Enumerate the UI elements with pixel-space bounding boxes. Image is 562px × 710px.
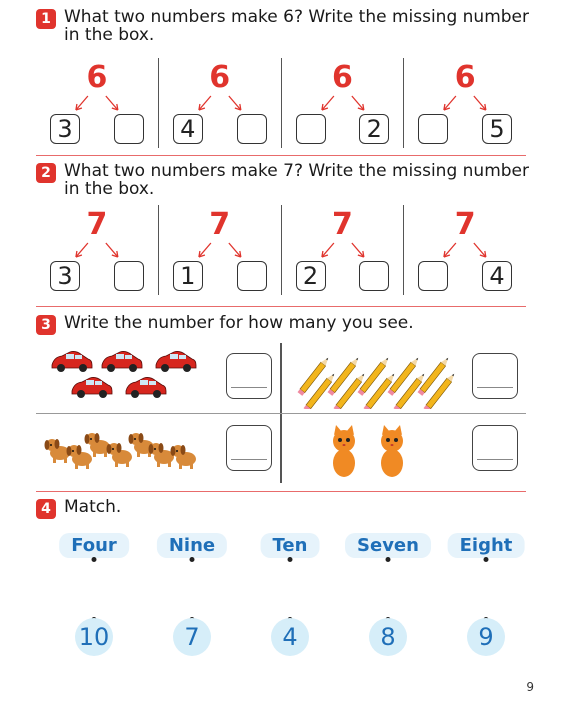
number-bond	[403, 58, 526, 148]
section-1-instruction: What two numbers make 6? Write the missing number in the box.	[64, 7, 530, 45]
match-word: Nine	[157, 533, 227, 558]
match-number: 8	[369, 618, 407, 656]
number-bond	[158, 58, 281, 148]
bond-part-number: 2	[359, 114, 389, 144]
section-1-badge: 1	[36, 9, 56, 29]
section-1-number-bonds	[36, 58, 526, 148]
bond-whole-number: 7	[331, 207, 353, 242]
section-3-instruction: Write the number for how many you see.	[64, 313, 414, 333]
cat-icon	[381, 425, 403, 477]
missing-number-box[interactable]	[114, 261, 144, 291]
count-cell-pencils	[282, 343, 526, 413]
cats-picture	[290, 421, 465, 481]
number-bond	[36, 205, 158, 295]
section-2-header	[36, 162, 534, 198]
match-word: Seven	[345, 533, 431, 558]
missing-number-box[interactable]	[418, 261, 448, 291]
count-cell-cats	[282, 415, 526, 485]
counting-grid	[36, 343, 526, 483]
bond-whole-number: 6	[209, 60, 231, 95]
page-number: 9	[526, 680, 534, 694]
match-dot-word[interactable]	[386, 557, 391, 562]
bond-part-number: 2	[296, 261, 326, 291]
puppy-icon	[85, 433, 111, 457]
section-1-divider	[36, 155, 526, 156]
match-word: Four	[59, 533, 129, 558]
section-4-header	[36, 498, 534, 519]
bond-whole-number: 6	[454, 60, 476, 95]
match-dot-word[interactable]	[190, 557, 195, 562]
bond-part-number: 4	[482, 261, 512, 291]
section-3-header	[36, 314, 534, 335]
bond-part-number: 5	[482, 114, 512, 144]
match-dot-word[interactable]	[288, 557, 293, 562]
section-2-divider	[36, 306, 526, 307]
bond-whole-number: 7	[454, 207, 476, 242]
car-icon	[52, 351, 92, 372]
match-number: 7	[173, 618, 211, 656]
section-3-badge: 3	[36, 315, 56, 335]
number-bond	[403, 205, 526, 295]
puppy-icon	[171, 445, 197, 469]
puppy-icon	[107, 443, 133, 467]
puppy-icon	[67, 445, 93, 469]
section-2-badge: 2	[36, 163, 56, 183]
match-dot-word[interactable]	[484, 557, 489, 562]
puppy-icon	[149, 443, 175, 467]
answer-box-cars[interactable]	[226, 353, 272, 399]
car-icon	[102, 351, 142, 372]
car-icon	[126, 377, 166, 398]
match-number: 4	[271, 618, 309, 656]
puppies-picture	[44, 421, 219, 481]
puppy-icon	[45, 439, 71, 463]
bond-part-number: 1	[173, 261, 203, 291]
bond-whole-number: 7	[86, 207, 108, 242]
number-bond	[36, 58, 158, 148]
number-bond	[158, 205, 281, 295]
count-cell-puppies	[36, 415, 280, 485]
section-4-instruction: Match.	[64, 497, 122, 517]
missing-number-box[interactable]	[418, 114, 448, 144]
missing-number-box[interactable]	[114, 114, 144, 144]
cat-icon	[333, 425, 355, 477]
answer-box-pencils[interactable]	[472, 353, 518, 399]
section-2-instruction: What two numbers make 7? Write the missing number in the box.	[64, 161, 530, 199]
bond-whole-number: 6	[86, 60, 108, 95]
grid-divider-horizontal	[36, 413, 526, 414]
answer-box-puppies[interactable]	[226, 425, 272, 471]
car-icon	[156, 351, 196, 372]
bond-part-number: 3	[50, 261, 80, 291]
missing-number-box[interactable]	[359, 261, 389, 291]
count-cell-cars	[36, 343, 280, 413]
bond-part-number: 4	[173, 114, 203, 144]
section-3-divider	[36, 491, 526, 492]
cars-picture	[44, 349, 219, 409]
bond-part-number: 3	[50, 114, 80, 144]
match-dot-word[interactable]	[92, 557, 97, 562]
number-bond	[281, 58, 404, 148]
bond-whole-number: 7	[209, 207, 231, 242]
match-number: 9	[467, 618, 505, 656]
section-2-number-bonds	[36, 205, 526, 295]
answer-box-cats[interactable]	[472, 425, 518, 471]
match-word: Eight	[448, 533, 525, 558]
number-bond	[281, 205, 404, 295]
match-number: 10	[75, 618, 113, 656]
pencils-picture	[290, 349, 465, 409]
section-1-header	[36, 8, 534, 44]
missing-number-box[interactable]	[296, 114, 326, 144]
car-icon	[72, 377, 112, 398]
match-word: Ten	[261, 533, 320, 558]
section-4-badge: 4	[36, 499, 56, 519]
pencil-icon	[424, 372, 457, 409]
bond-whole-number: 6	[331, 60, 353, 95]
missing-number-box[interactable]	[237, 261, 267, 291]
missing-number-box[interactable]	[237, 114, 267, 144]
